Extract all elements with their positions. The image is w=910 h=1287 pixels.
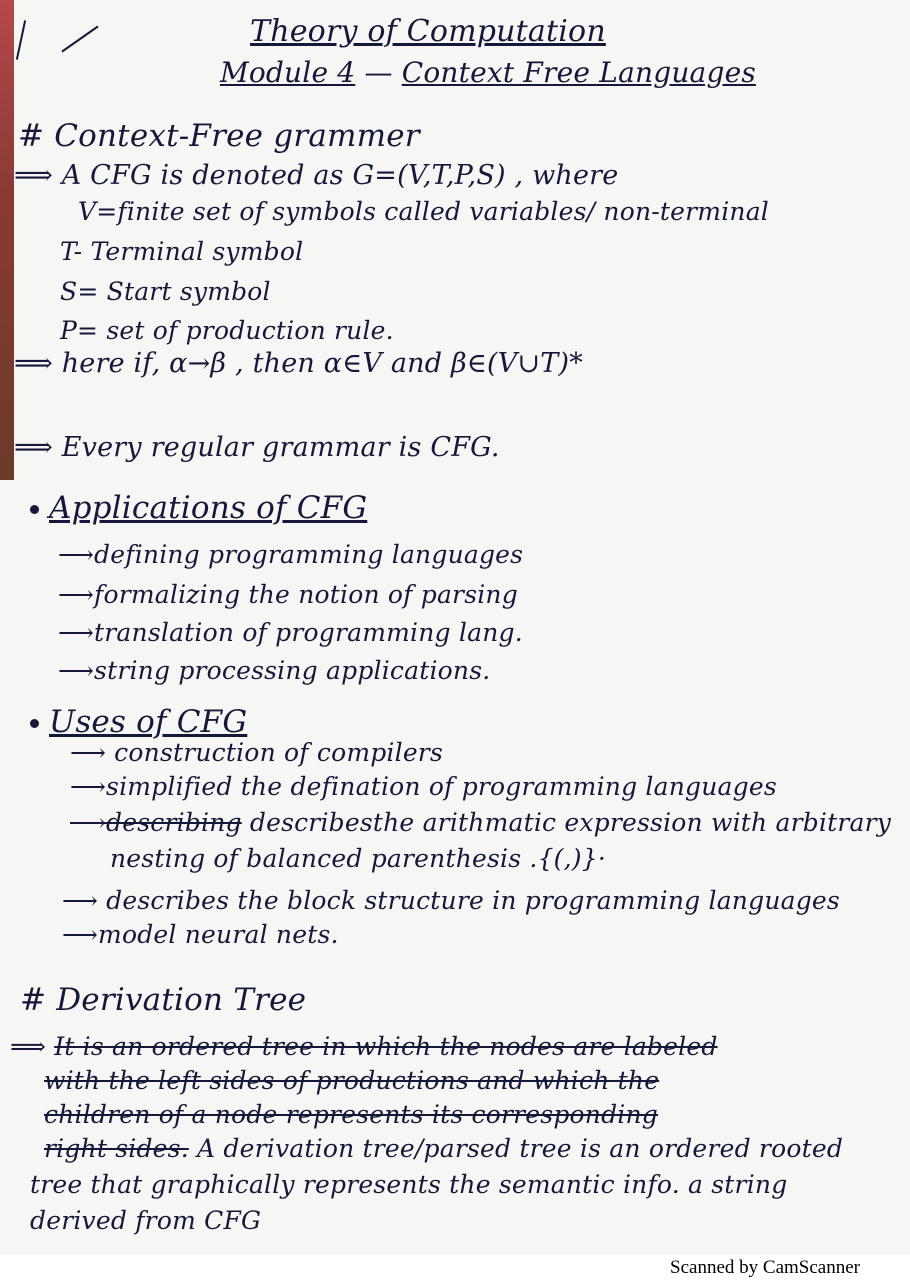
cfg-regular-note [14,432,500,463]
page-edge-background [0,0,14,480]
uses-item-3-continued: nesting of balanced parenthesis .{(,)}· [110,844,606,873]
derivation-struck-2: with the left sides of productions and which the [44,1066,660,1095]
uses-item-5: ⟶model neural nets. [62,920,339,949]
star-mark-icon: ⟹ [14,432,53,463]
module-label: Module 4 [220,56,356,89]
uses-item-4: ⟶ describes the block structure in programming languages [62,886,840,915]
uses-heading-text: Uses of CFG [49,704,248,740]
derivation-text-4: A derivation tree/parsed tree is an ordered rooted [188,1134,844,1163]
uses-item-3 [70,808,891,837]
bullet-icon [30,719,39,728]
derivation-line-1 [10,1032,718,1061]
uses-heading [30,704,247,740]
pen-mark-slash [61,26,98,53]
module-dash: — [364,56,393,89]
cfg-heading: # Context-Free grammer [18,118,420,154]
scanner-watermark: Scanned by CamScanner [670,1257,860,1278]
pen-mark [16,20,26,60]
derivation-heading: # Derivation Tree [20,982,307,1018]
uses-item-1: ⟶ construction of compilers [70,738,443,767]
module-title [220,56,756,89]
cfg-regular-text: Every regular grammar is CFG. [61,432,500,463]
cfg-p-line: P= set of production rule. [60,316,394,345]
cfg-s-line: S= Start symbol [60,277,271,306]
cfg-definition: ⟹ A CFG is denoted as G=(V,T,P,S) , where [14,160,619,191]
derivation-struck-1: It is an ordered tree in which the nodes are labeled [54,1032,718,1061]
applications-item-3: ⟶translation of programming lang. [58,618,523,647]
applications-item-1: ⟶defining programming languages [58,540,524,569]
derivation-text-6: derived from CFG [30,1206,262,1235]
applications-item-2: ⟶formalizing the notion of parsing [58,580,518,609]
applications-item-4: ⟶string processing applications. [58,656,491,685]
derivation-struck-3: children of a node represents its corresponding [44,1100,658,1129]
module-topic: Context Free Languages [401,56,756,89]
derivation-arrow: ⟹ [10,1032,47,1061]
applications-heading [30,490,367,526]
derivation-struck-4: right sides. [44,1134,189,1163]
cfg-t-line: T- Terminal symbol [60,237,304,266]
uses-item-2: ⟶simplified the defination of programming languages [70,772,777,801]
cfg-rule-line: ⟹ here if, α→β , then α∈V and β∈(V∪T)* [14,348,583,379]
cfg-v-line: V=finite set of symbols called variables/ non-terminal [78,197,769,226]
bullet-icon [30,505,39,514]
derivation-text-5: tree that graphically represents the semantic info. a string [30,1170,788,1199]
uses-item-3-struck: ⟶describing [70,808,242,837]
uses-item-3-text: describesthe arithmatic expression with arbitrary [241,808,892,837]
page-title: Theory of Computation [250,14,606,49]
applications-heading-text: Applications of CFG [49,490,368,526]
derivation-line-4 [44,1134,843,1163]
